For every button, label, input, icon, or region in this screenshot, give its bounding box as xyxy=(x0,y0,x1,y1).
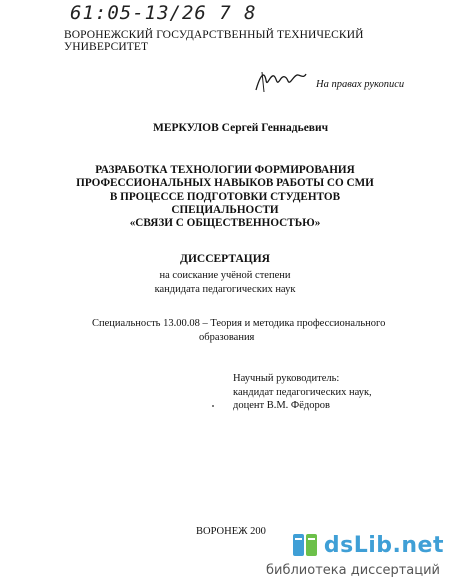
supervisor-line: кандидат педагогических наук, xyxy=(233,386,372,398)
watermark-brand: dsLib.net xyxy=(323,532,444,558)
signature-scribble xyxy=(252,66,308,96)
scan-speck xyxy=(212,405,214,407)
supervisor-line: доцент В.М. Фёдоров xyxy=(233,400,330,411)
degree-line: кандидата педагогических наук xyxy=(154,283,296,295)
university-name: ВОРОНЕЖСКИЙ ГОСУДАРСТВЕННЫЙ ТЕХНИЧЕСКИЙ УНИВЕРСИТЕТ xyxy=(64,29,364,53)
title-line: «СВЯЗИ С ОБЩЕСТВЕННОСТЬЮ» xyxy=(129,217,321,230)
dissertation-title xyxy=(70,164,380,230)
specialty-line: Специальность 13.00.08 – Теория и методика профессионального xyxy=(92,318,386,329)
title-line: В ПРОЦЕССЕ ПОДГОТОВКИ СТУДЕНТОВ xyxy=(109,190,341,203)
degree-statement xyxy=(110,269,340,296)
book-icon xyxy=(290,530,320,560)
specialty-line: образования xyxy=(199,331,255,343)
rights-note: На правах рукописи xyxy=(316,79,405,90)
title-line: ПРОФЕССИОНАЛЬНЫХ НАВЫКОВ РАБОТЫ СО СМИ xyxy=(76,177,374,190)
watermark-subtitle: библиотека диссертаций xyxy=(266,563,440,578)
specialty xyxy=(92,317,432,344)
title-line: СПЕЦИАЛЬНОСТИ xyxy=(171,203,279,216)
degree-line: на соискание учёной степени xyxy=(159,270,291,281)
watermark-logo xyxy=(290,530,444,560)
supervisor-line: Научный руководитель: xyxy=(233,373,340,384)
handwritten-catalog-number: 61:05-13/26 7 8 xyxy=(70,2,257,24)
city-year: ВОРОНЕЖ 200 xyxy=(196,526,266,537)
document-type: ДИССЕРТАЦИЯ xyxy=(180,253,270,265)
scientific-supervisor xyxy=(233,372,433,413)
author-name: МЕРКУЛОВ Сергей Геннадьевич xyxy=(153,122,329,134)
title-line: РАЗРАБОТКА ТЕХНОЛОГИИ ФОРМИРОВАНИЯ xyxy=(95,164,355,176)
